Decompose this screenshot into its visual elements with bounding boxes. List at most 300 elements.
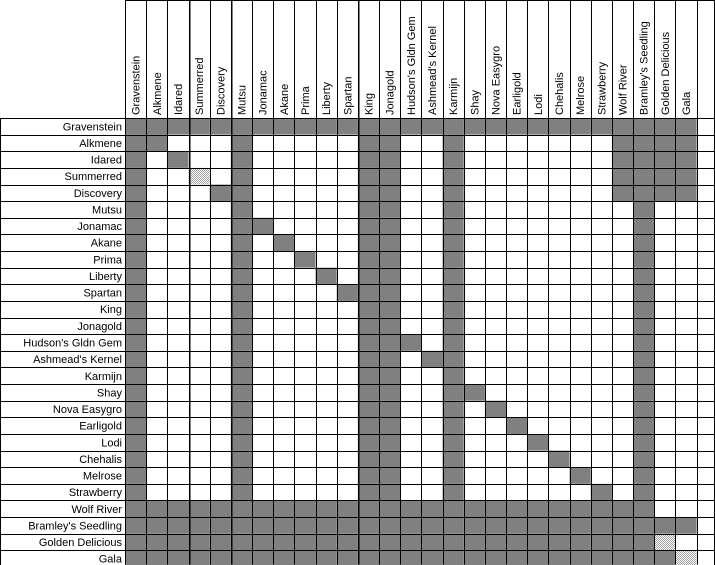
incompatible-cell xyxy=(443,434,464,451)
incompatible-cell xyxy=(379,534,400,551)
row-label: Idared xyxy=(90,154,122,167)
incompatible-cell xyxy=(421,534,442,551)
row-label: Wolf River xyxy=(71,503,122,516)
incompatible-cell xyxy=(612,135,633,152)
row-label: Summerred xyxy=(64,171,122,184)
row-label: Chehalis xyxy=(79,453,122,466)
incompatible-cell xyxy=(358,234,379,251)
incompatible-cell xyxy=(654,517,675,534)
incompatible-cell xyxy=(485,401,506,418)
incompatible-cell xyxy=(612,534,633,551)
incompatible-cell xyxy=(252,517,273,534)
incompatible-cell xyxy=(421,517,442,534)
incompatible-cell xyxy=(146,135,167,152)
incompatible-cell xyxy=(252,500,273,517)
incompatible-cell xyxy=(612,151,633,168)
incompatible-cell xyxy=(337,118,358,135)
column-label: Gala xyxy=(681,91,694,115)
incompatible-cell xyxy=(167,118,188,135)
row-label: Mutsu xyxy=(92,204,122,217)
incompatible-cell xyxy=(633,301,654,318)
incompatible-cell xyxy=(379,451,400,468)
incompatible-cell xyxy=(231,351,252,368)
incompatible-cell xyxy=(379,234,400,251)
incompatible-cell xyxy=(167,550,188,565)
incompatible-cell xyxy=(210,185,231,202)
incompatible-cell xyxy=(210,500,231,517)
incompatible-cell xyxy=(231,484,252,501)
incompatible-cell xyxy=(570,500,591,517)
incompatible-cell xyxy=(231,417,252,434)
incompatible-cell xyxy=(612,168,633,185)
incompatible-cell xyxy=(273,534,294,551)
incompatible-cell xyxy=(125,517,146,534)
row-label: Akane xyxy=(90,237,122,250)
incompatible-cell xyxy=(633,168,654,185)
incompatible-cell xyxy=(167,517,188,534)
incompatible-cell xyxy=(167,500,188,517)
incompatible-cell xyxy=(485,118,506,135)
incompatible-cell xyxy=(125,218,146,235)
incompatible-cell xyxy=(379,367,400,384)
row-label: Spartan xyxy=(83,287,122,300)
incompatible-cell xyxy=(379,434,400,451)
incompatible-cell xyxy=(316,517,337,534)
incompatible-cell xyxy=(125,351,146,368)
incompatible-cell xyxy=(379,417,400,434)
incompatible-cell xyxy=(231,367,252,384)
column-label: Liberty xyxy=(321,81,334,115)
incompatible-cell xyxy=(443,351,464,368)
incompatible-cell xyxy=(633,417,654,434)
incompatible-cell xyxy=(443,401,464,418)
incompatible-cell xyxy=(210,118,231,135)
incompatible-cell xyxy=(358,218,379,235)
incompatible-cell xyxy=(189,500,210,517)
incompatible-cell xyxy=(527,550,548,565)
incompatible-cell xyxy=(527,500,548,517)
incompatible-cell xyxy=(633,334,654,351)
incompatible-cell xyxy=(231,168,252,185)
column-label: King xyxy=(363,92,376,115)
incompatible-cell xyxy=(316,118,337,135)
incompatible-cell xyxy=(443,118,464,135)
incompatible-cell xyxy=(231,251,252,268)
row-label: Strawberry xyxy=(68,487,122,500)
row-label: Earligold xyxy=(79,420,122,433)
incompatible-cell xyxy=(231,384,252,401)
incompatible-cell xyxy=(633,384,654,401)
incompatible-cell xyxy=(654,550,675,565)
incompatible-cell xyxy=(252,534,273,551)
incompatible-cell xyxy=(633,135,654,152)
incompatible-cell xyxy=(443,185,464,202)
incompatible-cell xyxy=(400,500,421,517)
incompatible-cell xyxy=(612,118,633,135)
incompatible-cell xyxy=(443,534,464,551)
incompatible-cell xyxy=(125,550,146,565)
incompatible-cell xyxy=(337,534,358,551)
row-label: Gravenstein xyxy=(62,121,122,134)
incompatible-cell xyxy=(125,185,146,202)
incompatible-cell xyxy=(358,334,379,351)
incompatible-cell xyxy=(527,118,548,135)
incompatible-cell xyxy=(294,517,315,534)
row-label: Karmijn xyxy=(84,370,122,383)
row-label: Gala xyxy=(98,553,122,565)
incompatible-cell xyxy=(570,467,591,484)
incompatible-cell xyxy=(506,517,527,534)
incompatible-cell xyxy=(358,467,379,484)
column-label: Melrose xyxy=(575,75,588,115)
row-label: Shay xyxy=(96,387,122,400)
incompatible-cell xyxy=(633,318,654,335)
incompatible-cell xyxy=(464,500,485,517)
column-label: Karmijn xyxy=(448,77,461,115)
incompatible-cell xyxy=(125,318,146,335)
incompatible-cell xyxy=(633,201,654,218)
incompatible-cell xyxy=(358,168,379,185)
self-cell xyxy=(654,534,675,551)
incompatible-cell xyxy=(400,334,421,351)
incompatible-cell xyxy=(443,201,464,218)
column-label: Gravenstein xyxy=(130,55,143,115)
incompatible-cell xyxy=(358,268,379,285)
row-label: Golden Delicious xyxy=(38,537,122,550)
incompatible-cell xyxy=(443,251,464,268)
incompatible-cell xyxy=(633,500,654,517)
incompatible-cell xyxy=(379,168,400,185)
incompatible-cell xyxy=(633,534,654,551)
incompatible-cell xyxy=(379,467,400,484)
incompatible-cell xyxy=(633,234,654,251)
incompatible-cell xyxy=(443,517,464,534)
incompatible-cell xyxy=(231,318,252,335)
incompatible-cell xyxy=(443,367,464,384)
incompatible-cell xyxy=(358,185,379,202)
incompatible-cell xyxy=(231,467,252,484)
incompatible-cell xyxy=(654,185,675,202)
column-label: Ashmead's Kernel xyxy=(426,26,439,115)
incompatible-cell xyxy=(464,517,485,534)
incompatible-cell xyxy=(506,500,527,517)
incompatible-cell xyxy=(189,517,210,534)
incompatible-cell xyxy=(675,168,696,185)
column-label: Akane xyxy=(278,83,291,115)
self-cell xyxy=(189,168,210,185)
incompatible-cell xyxy=(443,467,464,484)
incompatible-cell xyxy=(443,451,464,468)
incompatible-cell xyxy=(379,251,400,268)
incompatible-cell xyxy=(125,135,146,152)
incompatible-cell xyxy=(633,401,654,418)
incompatible-cell xyxy=(358,118,379,135)
incompatible-cell xyxy=(633,251,654,268)
incompatible-cell xyxy=(125,301,146,318)
incompatible-cell xyxy=(633,151,654,168)
incompatible-cell xyxy=(358,451,379,468)
incompatible-cell xyxy=(252,218,273,235)
incompatible-cell xyxy=(273,517,294,534)
incompatible-cell xyxy=(231,151,252,168)
incompatible-cell xyxy=(358,351,379,368)
incompatible-cell xyxy=(189,534,210,551)
incompatible-cell xyxy=(337,550,358,565)
column-label: Lodi xyxy=(532,94,545,115)
incompatible-cell xyxy=(210,517,231,534)
incompatible-cell xyxy=(125,151,146,168)
incompatible-cell xyxy=(125,168,146,185)
incompatible-cell xyxy=(612,550,633,565)
incompatible-cell xyxy=(400,118,421,135)
incompatible-cell xyxy=(316,550,337,565)
incompatible-cell xyxy=(379,118,400,135)
incompatible-cell xyxy=(633,268,654,285)
incompatible-cell xyxy=(231,434,252,451)
incompatible-cell xyxy=(146,118,167,135)
incompatible-cell xyxy=(125,234,146,251)
incompatible-cell xyxy=(231,135,252,152)
row-label: King xyxy=(99,304,122,317)
incompatible-cell xyxy=(231,334,252,351)
incompatible-cell xyxy=(231,185,252,202)
incompatible-cell xyxy=(358,151,379,168)
incompatible-cell xyxy=(421,500,442,517)
incompatible-cell xyxy=(443,550,464,565)
column-label: Mutsu xyxy=(236,85,249,115)
incompatible-cell xyxy=(654,168,675,185)
incompatible-cell xyxy=(379,185,400,202)
column-label: Alkmene xyxy=(151,72,164,115)
incompatible-cell xyxy=(675,118,696,135)
incompatible-cell xyxy=(316,268,337,285)
incompatible-cell xyxy=(231,284,252,301)
incompatible-cell xyxy=(443,284,464,301)
incompatible-cell xyxy=(125,367,146,384)
incompatible-cell xyxy=(316,534,337,551)
column-label: Shay xyxy=(469,89,482,115)
incompatible-cell xyxy=(294,118,315,135)
incompatible-cell xyxy=(358,251,379,268)
incompatible-cell xyxy=(125,500,146,517)
incompatible-cell xyxy=(210,534,231,551)
incompatible-cell xyxy=(146,550,167,565)
incompatible-cell xyxy=(633,118,654,135)
row-label: Alkmene xyxy=(79,137,122,150)
column-label: Golden Delicious xyxy=(659,31,672,115)
incompatible-cell xyxy=(527,434,548,451)
incompatible-cell xyxy=(125,268,146,285)
incompatible-cell xyxy=(125,334,146,351)
incompatible-cell xyxy=(421,351,442,368)
incompatible-cell xyxy=(654,118,675,135)
incompatible-cell xyxy=(189,550,210,565)
incompatible-cell xyxy=(443,268,464,285)
incompatible-cell xyxy=(400,534,421,551)
incompatible-cell xyxy=(633,284,654,301)
column-label: Jonamac xyxy=(257,70,270,115)
incompatible-cell xyxy=(379,550,400,565)
column-label: Wolf River xyxy=(617,64,630,115)
incompatible-cell xyxy=(548,500,569,517)
row-label: Jonamac xyxy=(77,221,122,234)
incompatible-cell xyxy=(231,517,252,534)
incompatible-cell xyxy=(421,118,442,135)
incompatible-cell xyxy=(633,218,654,235)
incompatible-cell xyxy=(379,218,400,235)
column-label: Chehalis xyxy=(553,72,566,115)
incompatible-cell xyxy=(358,384,379,401)
incompatible-cell xyxy=(443,218,464,235)
row-label: Liberty xyxy=(88,270,122,283)
incompatible-cell xyxy=(591,534,612,551)
incompatible-cell xyxy=(485,517,506,534)
incompatible-cell xyxy=(464,118,485,135)
incompatible-cell xyxy=(379,500,400,517)
row-label: Lodi xyxy=(101,437,122,450)
column-label: Hudson's Gldn Gem xyxy=(405,16,418,115)
incompatible-cell xyxy=(358,201,379,218)
incompatible-cell xyxy=(294,534,315,551)
incompatible-cell xyxy=(443,384,464,401)
incompatible-cell xyxy=(443,151,464,168)
column-label: Spartan xyxy=(342,76,355,115)
incompatible-cell xyxy=(485,534,506,551)
incompatible-cell xyxy=(358,417,379,434)
incompatible-cell xyxy=(506,550,527,565)
incompatible-cell xyxy=(231,301,252,318)
incompatible-cell xyxy=(443,168,464,185)
incompatible-cell xyxy=(506,118,527,135)
incompatible-cell xyxy=(506,417,527,434)
incompatible-cell xyxy=(633,185,654,202)
incompatible-cell xyxy=(189,118,210,135)
row-labels xyxy=(23,121,123,565)
incompatible-cell xyxy=(337,284,358,301)
incompatible-cell xyxy=(316,500,337,517)
incompatible-cell xyxy=(231,201,252,218)
incompatible-cell xyxy=(294,500,315,517)
incompatible-cell xyxy=(125,467,146,484)
incompatible-cell xyxy=(125,534,146,551)
incompatible-cell xyxy=(675,185,696,202)
column-label: Jonagold xyxy=(384,70,397,115)
column-label: Nova Easygro xyxy=(490,45,503,115)
column-label: Discovery xyxy=(215,66,228,115)
incompatible-cell xyxy=(358,318,379,335)
incompatible-cell xyxy=(633,351,654,368)
incompatible-cell xyxy=(125,417,146,434)
incompatible-cell xyxy=(654,151,675,168)
incompatible-cell xyxy=(379,401,400,418)
incompatible-cell xyxy=(231,268,252,285)
incompatible-cell xyxy=(633,484,654,501)
column-label: Bramley's Seedling xyxy=(638,21,651,115)
incompatible-cell xyxy=(231,534,252,551)
incompatible-cell xyxy=(358,135,379,152)
incompatible-cell xyxy=(146,517,167,534)
column-label: Summerred xyxy=(194,57,207,115)
incompatible-cell xyxy=(464,534,485,551)
column-label: Earligold xyxy=(511,72,524,115)
incompatible-cell xyxy=(125,201,146,218)
incompatible-cell xyxy=(125,434,146,451)
incompatible-cell xyxy=(358,517,379,534)
incompatible-cell xyxy=(337,517,358,534)
incompatible-cell xyxy=(358,301,379,318)
incompatible-cell xyxy=(231,218,252,235)
incompatible-cell xyxy=(633,367,654,384)
row-label: Jonagold xyxy=(77,320,122,333)
incompatible-cell xyxy=(675,517,696,534)
incompatible-cell xyxy=(294,550,315,565)
incompatible-cell xyxy=(146,534,167,551)
incompatible-cell xyxy=(548,517,569,534)
column-label: Prima xyxy=(299,86,312,115)
incompatible-cell xyxy=(379,301,400,318)
incompatible-cell xyxy=(146,500,167,517)
incompatible-cell xyxy=(591,500,612,517)
incompatible-cell xyxy=(379,151,400,168)
incompatible-cell xyxy=(421,550,442,565)
incompatible-cell xyxy=(125,384,146,401)
incompatible-cell xyxy=(548,118,569,135)
incompatible-cell xyxy=(591,550,612,565)
incompatible-cell xyxy=(273,500,294,517)
incompatible-cell xyxy=(633,467,654,484)
incompatible-cell xyxy=(464,550,485,565)
incompatible-cell xyxy=(358,484,379,501)
incompatible-cell xyxy=(591,517,612,534)
incompatible-cell xyxy=(548,534,569,551)
incompatible-cell xyxy=(125,401,146,418)
incompatible-cell xyxy=(125,284,146,301)
incompatible-cell xyxy=(167,151,188,168)
incompatible-cell xyxy=(633,451,654,468)
incompatible-cell xyxy=(294,251,315,268)
incompatible-cell xyxy=(379,484,400,501)
incompatible-cell xyxy=(400,517,421,534)
incompatible-cell xyxy=(570,118,591,135)
incompatible-cell xyxy=(675,135,696,152)
incompatible-cell xyxy=(612,500,633,517)
incompatible-cell xyxy=(379,201,400,218)
incompatible-cell xyxy=(252,550,273,565)
incompatible-cell xyxy=(654,135,675,152)
incompatible-cell xyxy=(400,550,421,565)
incompatible-cell xyxy=(379,284,400,301)
incompatible-cell xyxy=(358,534,379,551)
incompatible-cell xyxy=(443,334,464,351)
incompatible-cell xyxy=(252,118,273,135)
incompatible-cell xyxy=(633,550,654,565)
incompatible-cell xyxy=(273,234,294,251)
row-label: Bramley's Seedling xyxy=(28,520,122,533)
incompatible-cell xyxy=(379,334,400,351)
incompatible-cell xyxy=(379,517,400,534)
incompatible-cell xyxy=(337,500,358,517)
incompatible-cell xyxy=(612,517,633,534)
incompatible-cell xyxy=(527,534,548,551)
column-labels xyxy=(131,16,693,115)
incompatible-cell xyxy=(485,500,506,517)
incompatible-cell xyxy=(612,185,633,202)
incompatible-cell xyxy=(485,550,506,565)
row-label: Nova Easygro xyxy=(52,404,122,417)
column-label: Strawberry xyxy=(596,61,609,115)
incompatible-cell xyxy=(443,318,464,335)
incompatible-cell xyxy=(675,151,696,168)
